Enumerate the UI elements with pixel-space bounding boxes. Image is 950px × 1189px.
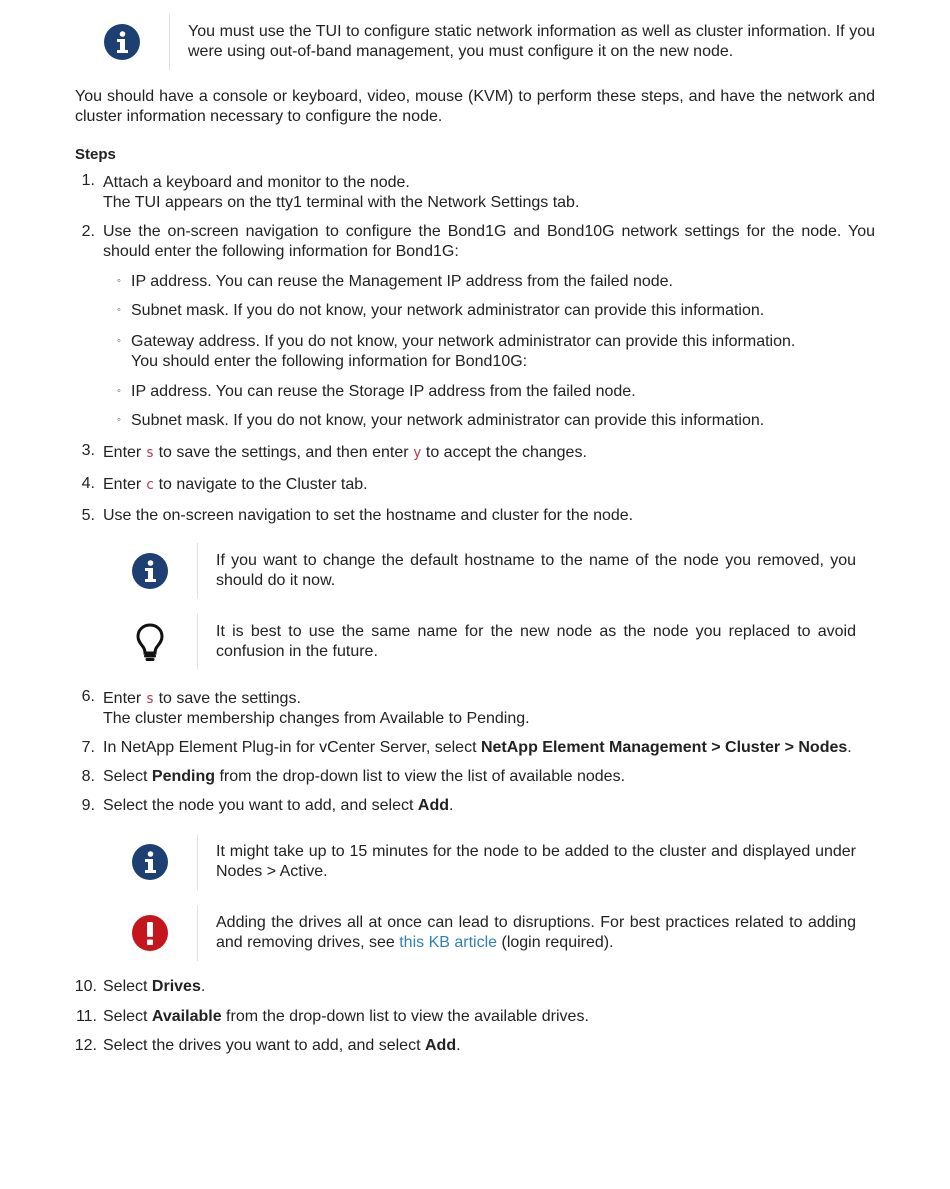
bond10g-ip-item: IP address. You can reuse the Storage IP address from the failed node. bbox=[131, 383, 636, 400]
menu-path: NetApp Element Management > Cluster > Nodes bbox=[480, 739, 848, 756]
caution-drives bbox=[103, 905, 856, 961]
step-10-post: . bbox=[200, 978, 206, 995]
note-icon-cell bbox=[103, 553, 197, 589]
info-icon bbox=[132, 844, 168, 880]
step-3-text bbox=[103, 443, 587, 463]
info-icon bbox=[132, 553, 168, 589]
step-9-pre: Select the node you want to add, and select bbox=[103, 797, 414, 814]
tip-hostname-text: It is best to use the same name for the new node as the node you replaced to avoid confusion in the future. bbox=[216, 623, 856, 660]
step-6-number: 6. bbox=[81, 688, 95, 705]
step-10-pre: Select bbox=[103, 978, 148, 995]
step-9-post: . bbox=[449, 797, 454, 814]
caution-post: (login required). bbox=[501, 934, 614, 951]
cluster-key-code: c bbox=[145, 477, 155, 493]
bullet-marker: ◦ bbox=[117, 304, 121, 316]
tip-hostname bbox=[103, 614, 856, 670]
note-hostname-text: If you want to change the default hostname to the name of the node you removed, you should do it now. bbox=[216, 552, 856, 589]
drives-tab-label: Drives bbox=[151, 978, 201, 995]
step-11-pre: Select bbox=[103, 1008, 148, 1025]
tip-icon-cell bbox=[103, 622, 197, 662]
step-3-number: 3. bbox=[81, 442, 95, 459]
step-2-number: 2. bbox=[81, 223, 95, 240]
step-5-number: 5. bbox=[81, 507, 95, 524]
step-8-pre: Select bbox=[103, 768, 148, 785]
step-5-text: Use the on-screen navigation to set the hostname and cluster for the node. bbox=[103, 507, 634, 524]
add-button-label: Add bbox=[417, 797, 449, 814]
step-11-number: 11. bbox=[75, 1008, 97, 1025]
note-icon-cell bbox=[75, 24, 169, 60]
step-12-post: . bbox=[456, 1037, 461, 1054]
note-hostname bbox=[103, 543, 856, 599]
step-1-number: 1. bbox=[81, 172, 95, 189]
bond1g-gateway-item: Gateway address. If you do not know, your network administrator can provide this information. bbox=[131, 333, 796, 350]
step-4-post: to navigate to the Cluster tab. bbox=[158, 476, 368, 493]
bond1g-ip-item: IP address. You can reuse the Management IP address from the failed node. bbox=[131, 273, 673, 290]
bullet-marker: ◦ bbox=[117, 275, 121, 287]
step-4-text bbox=[103, 475, 368, 495]
step-10-number: 10. bbox=[74, 978, 97, 995]
step-12-pre: Select the drives you want to add, and select bbox=[103, 1037, 421, 1054]
kb-article-link[interactable]: this KB article bbox=[399, 934, 498, 951]
available-option: Available bbox=[151, 1008, 222, 1025]
add-button-label: Add bbox=[424, 1037, 457, 1054]
lightbulb-icon bbox=[135, 622, 165, 662]
note-icon-cell bbox=[103, 844, 197, 880]
step-3-mid: to save the settings, and then enter bbox=[158, 444, 409, 461]
step-8-number: 8. bbox=[81, 768, 95, 785]
step-8-post: from the drop-down list to view the list of available nodes. bbox=[219, 768, 626, 785]
steps-heading: Steps bbox=[75, 146, 116, 163]
note-add-time-text: It might take up to 15 minutes for the node to be added to the cluster and displayed under Nodes > Active. bbox=[216, 843, 856, 880]
step-9-text bbox=[103, 796, 453, 816]
step-12-number: 12. bbox=[74, 1037, 97, 1054]
caution-icon-cell bbox=[103, 915, 197, 951]
step-6-result: The cluster membership changes from Available to Pending. bbox=[103, 710, 530, 727]
step-8-text bbox=[103, 767, 625, 787]
intro-paragraph: You should have a console or keyboard, video, mouse (KVM) to perform these steps, and have the network and cluster information necessary to configure the node. bbox=[75, 88, 875, 125]
step-7-text bbox=[103, 738, 852, 758]
step-1-result: The TUI appears on the tty1 terminal with the Network Settings tab. bbox=[103, 194, 580, 211]
step-9-number: 9. bbox=[81, 797, 95, 814]
note-top bbox=[75, 14, 875, 70]
bullet-marker: ◦ bbox=[117, 335, 121, 347]
step-7-pre: In NetApp Element Plug-in for vCenter Server, select bbox=[103, 739, 477, 756]
step-6-pre: Enter bbox=[103, 690, 142, 707]
step-3-post: to accept the changes. bbox=[425, 444, 587, 461]
step-6-text bbox=[103, 689, 301, 709]
info-icon bbox=[104, 24, 140, 60]
step-3-pre: Enter bbox=[103, 444, 142, 461]
exclamation-icon bbox=[132, 915, 168, 951]
caution-pre: Adding the drives all at once can lead to disruptions. For best practices related to adding and removing drives, see bbox=[216, 914, 856, 951]
caution-drives-text bbox=[198, 913, 856, 953]
step-11-post: from the drop-down list to view the available drives. bbox=[226, 1008, 589, 1025]
accept-key-code: y bbox=[413, 445, 422, 461]
bond1g-subnet-item: Subnet mask. If you do not know, your network administrator can provide this information. bbox=[131, 302, 765, 319]
bullet-marker: ◦ bbox=[117, 385, 121, 397]
step-2-text: Use the on-screen navigation to configure the Bond1G and Bond10G network settings for the node. You should enter the following information for Bond1G: bbox=[103, 223, 875, 260]
pending-option: Pending bbox=[151, 768, 216, 785]
bond10g-subnet-item: Subnet mask. If you do not know, your network administrator can provide this information. bbox=[131, 412, 765, 429]
save-key-code: s bbox=[145, 445, 155, 461]
step-1-text: Attach a keyboard and monitor to the node. bbox=[103, 174, 410, 191]
step-6-post: to save the settings. bbox=[158, 690, 301, 707]
step-11-text bbox=[103, 1007, 589, 1027]
step-12-text bbox=[103, 1036, 461, 1056]
note-add-time bbox=[103, 834, 856, 890]
note-top-text: You must use the TUI to configure static network information as well as cluster information. If you were using out-of-band management, you must configure it on the new node. bbox=[188, 23, 875, 60]
step-4-pre: Enter bbox=[103, 476, 142, 493]
save-key-code: s bbox=[145, 691, 155, 707]
step-7-number: 7. bbox=[81, 739, 95, 756]
bullet-marker: ◦ bbox=[117, 414, 121, 426]
step-4-number: 4. bbox=[81, 475, 95, 492]
bond10g-intro: You should enter the following information for Bond10G: bbox=[131, 353, 528, 370]
step-7-post: . bbox=[847, 739, 852, 756]
step-10-text bbox=[103, 977, 205, 997]
